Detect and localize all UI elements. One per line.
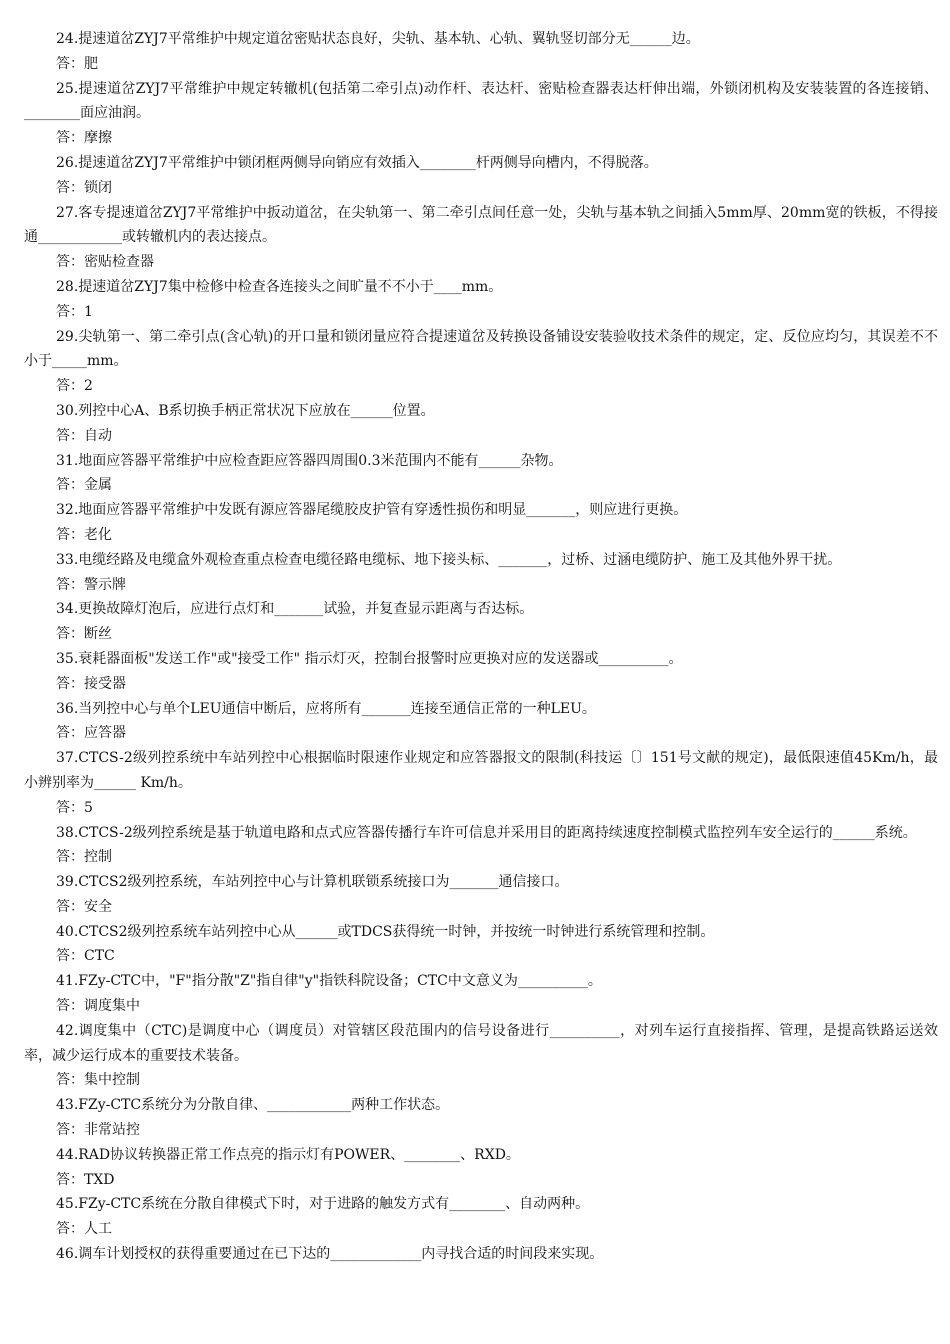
answer-24: 答：肥	[56, 55, 98, 72]
answer-45: 答：人工	[56, 1221, 112, 1238]
question-25: 25.提速道岔ZYJ7平常维护中规定转辙机(包括第二牵引点)动作杆、表达杆、密贴检查器表达杆伸出端，外锁闭机构及安装装置的各连接销、________面应油润。	[24, 80, 938, 122]
question-38: 38.CTCS-2级列控系统是基于轨道电路和点式应答器传播行车许可信息并采用目的距离持续速度控制模式监控列车安全运行的______系统。	[56, 824, 917, 841]
question-26: 26.提速道岔ZYJ7平常维护中锁闭框两侧导向销应有效插入________杆两侧导向槽内，不得脱落。	[56, 154, 658, 171]
question-32: 32.地面应答器平常维护中发既有源应答器尾缆胶皮护管有穿透性损伤和明显_______，则应进行更换。	[56, 502, 688, 519]
question-45: 45.FZy-CTC系统在分散自律模式下时，对于进路的触发方式有________、自动两种。	[56, 1196, 590, 1213]
answer-43: 答：非常站控	[56, 1122, 140, 1139]
question-36: 36.当列控中心与单个LEU通信中断后，应将所有_______连接至通信正常的一种LEU。	[56, 700, 596, 717]
answer-38: 答：控制	[56, 849, 112, 866]
answer-27: 答：密贴检查器	[56, 254, 154, 271]
answer-44: 答：TXD	[56, 1171, 115, 1188]
question-27: 27.客专提速道岔ZYJ7平常维护中扳动道岔，在尖轨第一、第二牵引点间任意一处，尖轨与基本轨之间插入5mm厚、20mm宽的铁板，不得接通____________或转辙机内的表达接点。	[24, 204, 938, 246]
answer-35: 答：接受器	[56, 675, 126, 692]
answer-41: 答：调度集中	[56, 998, 140, 1015]
answer-26: 答：锁闭	[56, 179, 112, 196]
question-24: 24.提速道岔ZYJ7平常维护中规定道岔密贴状态良好，尖轨、基本轨、心轨、翼轨竖切部分无______边。	[56, 31, 700, 47]
answer-31: 答：金属	[56, 477, 112, 494]
question-44: 44.RAD协议转换器正常工作点亮的指示灯有POWER、________、RXD。	[56, 1146, 520, 1163]
question-33: 33.电缆经路及电缆盒外观检查重点检查电缆径路电缆标、地下接头标、_______，过桥、过涵电缆防护、施工及其他外界干扰。	[56, 551, 842, 568]
answer-42: 答：集中控制	[56, 1072, 140, 1089]
answer-29: 答：2	[56, 378, 93, 395]
answer-37: 答：5	[56, 799, 93, 816]
question-46: 46.调车计划授权的获得重要通过在已下达的_____________内寻找合适的时间段来实现。	[56, 1246, 604, 1263]
answer-28: 答：1	[56, 303, 93, 320]
question-39: 39.CTCS2级列控系统，车站列控中心与计算机联锁系统接口为_______通信接口。	[56, 874, 569, 891]
answer-25: 答：摩擦	[56, 130, 112, 147]
answer-39: 答：安全	[56, 898, 112, 915]
question-35: 35.衰耗器面板"发送工作"或"接受工作" 指示灯灭，控制台报警时应更换对应的发送器或__________。	[56, 650, 683, 667]
question-34: 34.更换故障灯泡后，应进行点灯和_______试验，并复查显示距离与否达标。	[56, 601, 534, 618]
answer-34: 答：断丝	[56, 626, 112, 643]
question-37: 37.CTCS-2级列控系统中车站列控中心根据临时限速作业规定和应答器报文的限制(科技运〔〕151号文献的规定)，最低限速值45Km/h，最小辨别率为______ Km/h。	[24, 750, 938, 791]
question-28: 28.提速道岔ZYJ7集中检修中检查各连接头之间旷量不不小于____mm。	[56, 278, 503, 295]
question-29: 29.尖轨第一、第二牵引点(含心轨)的开口量和锁闭量应符合提速道岔及转换设备铺设安装验收技术条件的规定，定、反位应均匀，其误差不不小于_____mm。	[24, 328, 938, 370]
question-30: 30.列控中心A、B系切换手柄正常状况下应放在______位置。	[56, 402, 435, 419]
question-41: 41.FZy-CTC中，"F"指分散"Z"指自律"y"指铁科院设备；CTC中文意义为__________。	[56, 973, 602, 990]
question-31: 31.地面应答器平常维护中应检查距应答器四周围0.3米范围内不能有______杂物。	[56, 452, 563, 469]
question-43: 43.FZy-CTC系统分为分散自律、____________两种工作状态。	[56, 1097, 450, 1114]
document-body	[24, 27, 938, 1267]
question-42: 42.调度集中（CTC)是调度中心（调度员）对管辖区段范围内的信号设备进行__________，对列车运行直接指挥、管理，是提高铁路运送效率，减少运行成本的重要技术装备。	[24, 1022, 938, 1064]
answer-30: 答：自动	[56, 427, 112, 444]
question-40: 40.CTCS2级列控系统车站列控中心从______或TDCS获得统一时钟，并按统一时钟进行系统管理和控制。	[56, 923, 715, 940]
answer-32: 答：老化	[56, 526, 112, 543]
answer-36: 答：应答器	[56, 725, 126, 742]
answer-33: 答：警示牌	[56, 576, 126, 593]
answer-40: 答：CTC	[56, 948, 115, 965]
